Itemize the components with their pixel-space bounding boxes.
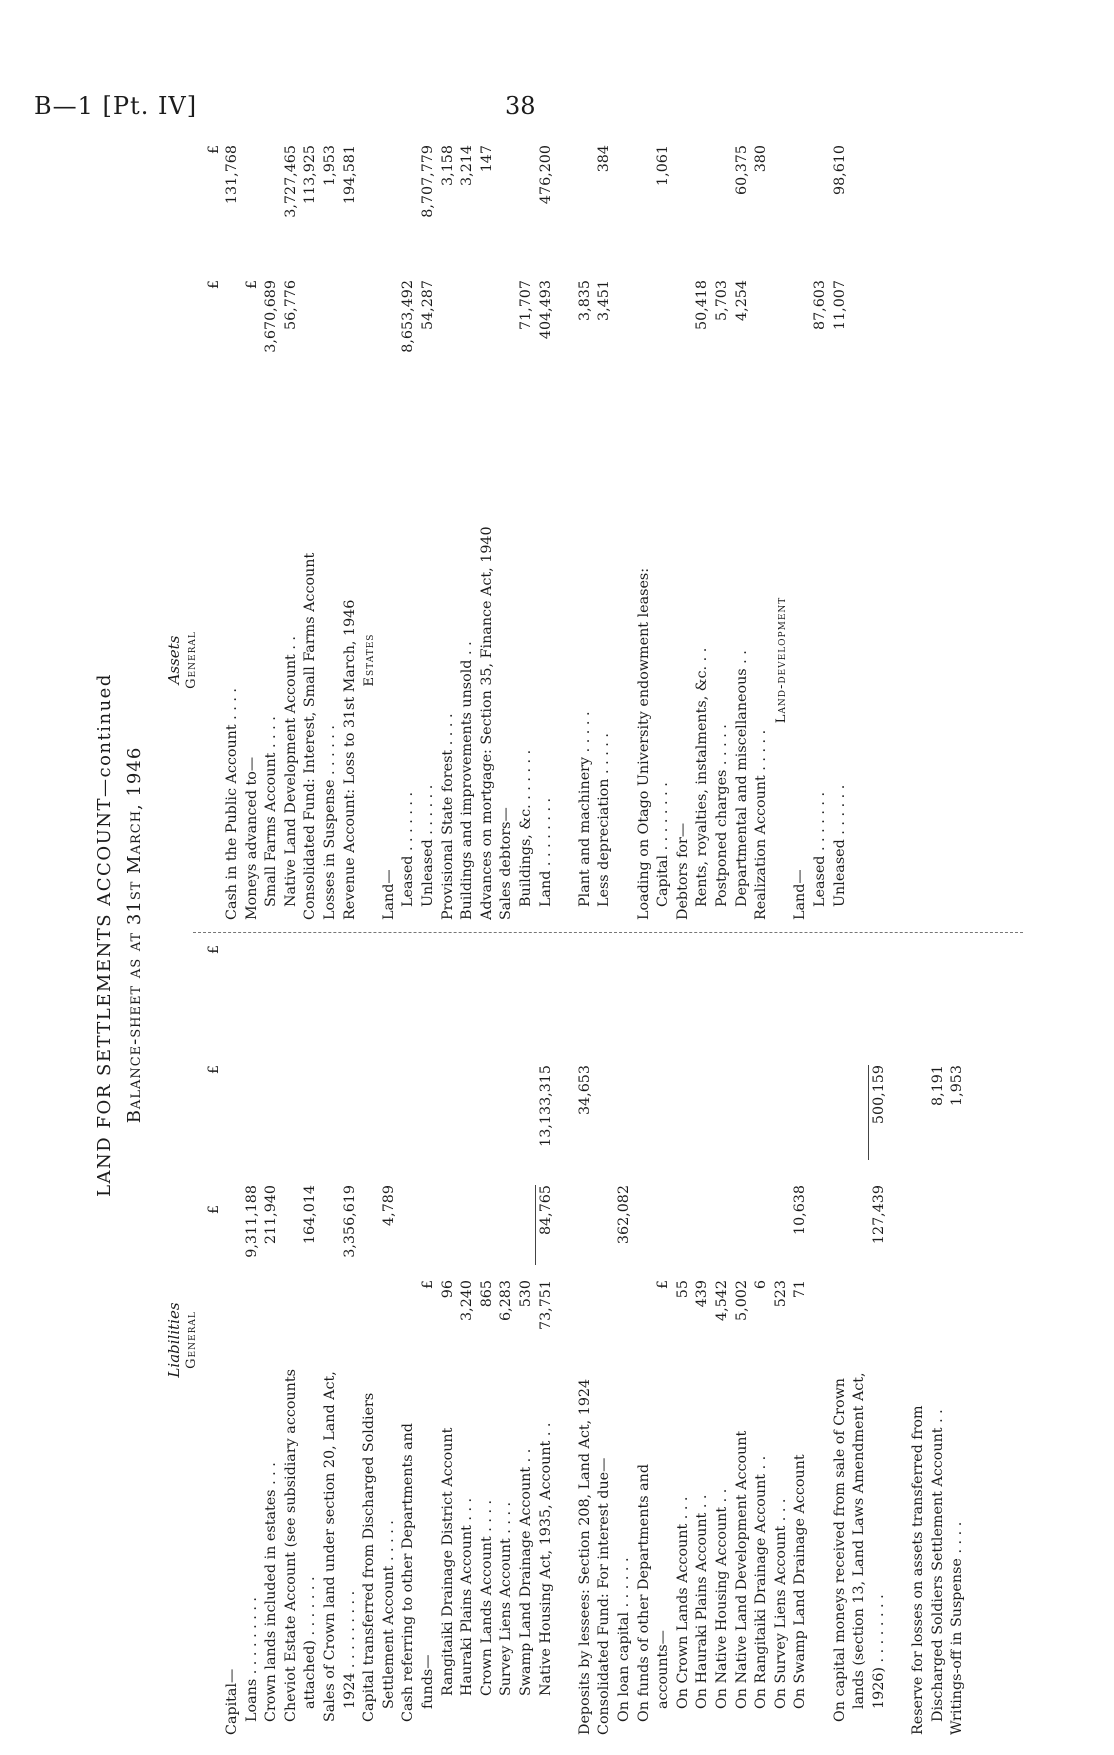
liability-label: Survey Liens Account . . . . [498,1501,515,1696]
liability-row [341,945,361,1735]
asset-row [635,135,655,920]
liability-value-col1: 439 [694,1280,711,1308]
liability-label: Reserve for losses on assets transferred from [910,1405,926,1735]
liability-row [850,945,870,1735]
asset-currency-col2: £ [206,145,222,155]
liability-value-col2: 9,311,188 [243,1185,260,1258]
asset-label: Small Farms Account . . . . [263,716,280,907]
asset-value-col2: 1,953 [322,145,338,186]
liability-value-col1: 3,240 [459,1280,476,1321]
asset-row [693,135,713,920]
asset-label: Unleased . . . . . . [420,784,436,907]
liability-row [576,945,596,1735]
assets-subsection-heading: Estates [362,633,378,687]
liability-value-col1: 6,283 [498,1280,515,1321]
liability-value-col2: 164,014 [302,1185,319,1245]
liability-value-col2: 211,940 [263,1185,280,1245]
asset-row [321,135,341,920]
asset-row [243,135,263,920]
asset-value-col1: 71,707 [518,280,534,331]
asset-value-col1: 87,603 [812,280,828,331]
liability-row [497,945,517,1735]
asset-row [831,135,851,920]
asset-row [282,135,302,920]
liability-row [556,945,576,1735]
liability-row [243,945,263,1735]
asset-row [791,135,811,920]
asset-row [772,135,792,920]
asset-currency-col1: £ [206,280,222,290]
asset-row [478,135,498,920]
liability-row [791,945,811,1735]
liability-label: funds— [420,1654,436,1709]
asset-row [752,135,772,920]
document-title: LAND FOR SETTLEMENTS ACCOUNT—continued [94,673,115,1197]
liability-value-col1: £ [420,1280,436,1290]
liability-label: On Crown Lands Account . . . [674,1496,691,1709]
asset-label: Native Land Development Account . . [282,636,299,907]
liability-row [635,945,655,1735]
asset-row [537,135,557,920]
asset-label: Loading on Otago University endowment leases: [635,567,652,920]
asset-value-col2: 1,061 [655,145,672,186]
asset-value-col2: 3,214 [459,145,476,186]
asset-value-col2: 147 [478,145,495,173]
asset-label: Consolidated Fund: Interest, Small Farms Account [302,552,319,920]
liability-row [537,945,557,1735]
asset-row [380,135,400,920]
rotated-balance-sheet [95,135,1114,1735]
page-header-ref: B—1 [Pt. IV] [34,92,198,120]
liability-value-col1: 4,542 [714,1280,730,1321]
asset-value-col1: 5,703 [714,280,730,321]
asset-value-col1: 11,007 [831,280,848,331]
asset-label: Losses in Suspense . . . . . . [322,725,338,920]
liability-label: On Native Land Development Account [733,1430,750,1709]
liability-label: On Native Housing Account . . [714,1488,730,1709]
liability-label: On funds of other Departments and [635,1464,652,1722]
liability-value-col1: 530 [518,1280,534,1308]
liability-label: Deposits by lessees: Section 208, Land Act, 1924 [576,1378,593,1735]
asset-label: Buildings, &c. . . . . . . [518,749,534,907]
liability-label: On capital moneys received from sale of Crown [831,1377,848,1722]
liability-row [948,945,968,1735]
liability-value-col2: 3,356,619 [341,1185,358,1258]
asset-row [556,135,576,920]
liability-value-col3: 500,159 [870,1065,887,1125]
liability-value-col2: 10,638 [792,1185,809,1236]
column-divider [193,932,1023,933]
liability-row [380,945,400,1735]
liability-row [674,945,694,1735]
asset-row [301,135,321,920]
liability-label: lands (section 13, Land Laws Amendment Act, [851,1372,868,1709]
asset-value-col1: 3,451 [596,280,613,321]
asset-label: Departmental and miscellaneous . . [733,650,750,907]
asset-value-col2: 8,707,779 [420,145,436,218]
liability-row [909,945,929,1735]
asset-value-col2: 476,200 [537,145,554,205]
liability-row [223,945,243,1735]
liability-value-col2: 4,789 [380,1185,397,1226]
asset-value-col1: 404,493 [537,280,554,340]
liability-label: accounts— [655,1630,672,1709]
liability-label: Capital— [224,1668,240,1735]
asset-label: Cash in the Public Account . . . . [224,688,240,920]
asset-row [576,135,596,920]
asset-row [458,135,478,920]
assets-subsection-heading: Land-development [773,596,789,724]
liability-row [752,945,772,1735]
asset-value-col1: 8,653,492 [400,280,417,353]
liability-label: On Rangitaiki Drainage Account . . [753,1455,770,1709]
assets-section: General [184,631,199,689]
liability-value-col2: 362,082 [616,1185,632,1245]
liability-label: On Survey Liens Account . . . [772,1498,789,1709]
asset-label: Advances on mortgage: Section 35, Finance Act, 1940 [478,526,495,920]
liability-row [811,945,831,1735]
liability-label: Crown lands included in estates . . . [263,1462,280,1722]
liability-value-col1: 523 [772,1280,789,1308]
asset-label: Capital . . . . . . . . [655,782,672,907]
asset-label: Buildings and improvements unsold . . [459,641,476,920]
asset-value-col1: 56,776 [282,280,299,331]
liability-row [693,945,713,1735]
liability-row [517,945,537,1735]
liabilities-heading: Liabilities [165,1302,183,1378]
liability-row [360,945,380,1735]
liability-label: Swamp Land Drainage Account . . [518,1448,534,1696]
liability-row [654,945,674,1735]
liability-value-col1: 71 [792,1280,809,1299]
asset-label: Realization Account . . . . . [753,729,770,920]
liabilities-section: General [184,1311,199,1369]
liability-row [595,945,615,1735]
asset-value-col1: 50,418 [694,280,711,331]
liability-label: Crown Lands Account . . . . [478,1499,495,1696]
liability-row [831,945,851,1735]
liability-label: 1924 . . . . . . . . . [341,1590,358,1709]
liability-row [478,945,498,1735]
liability-row [262,945,282,1735]
liability-label: Sales of Crown land under section 20, Land Act, [322,1371,338,1722]
liability-value-col1: 5,002 [733,1280,750,1321]
asset-row [262,135,282,920]
liability-label: Discharged Soldiers Settlement Account . . [929,1409,946,1722]
liability-value-col1: £ [655,1280,672,1290]
asset-row [360,135,380,920]
asset-label: Provisional State forest . . . . [439,713,456,920]
asset-label: Less depreciation . . . . . [596,733,613,907]
liability-row [399,945,419,1735]
asset-value-col1: £ [243,280,260,290]
asset-value-col2: 60,375 [733,145,750,196]
asset-label: Rents, royalties, instalments, &c. . . [694,647,711,907]
asset-value-col2: 3,158 [439,145,456,186]
asset-label: Revenue Account: Loss to 31st March, 1946 [341,599,358,920]
asset-label: Sales debtors— [498,807,515,920]
asset-row [615,135,635,920]
asset-row [811,135,831,920]
asset-row [654,135,674,920]
liab-currency-col2: £ [206,1205,222,1215]
liability-label: Writings-off in Suspense . . . . [949,1521,966,1735]
liability-row [929,945,949,1735]
liability-value-col2: 127,439 [870,1185,887,1245]
liability-label: Capital transferred from Discharged Soldiers [361,1392,378,1722]
document-subtitle: Balance-sheet as at 31st March, 1946 [124,746,145,1124]
asset-value-col2: 131,768 [224,145,240,205]
liability-value-col3: 13,133,315 [537,1065,554,1147]
liability-value-col1: 6 [753,1280,770,1290]
liability-value-col2: 84,765 [537,1185,554,1236]
liability-row [282,945,302,1735]
asset-value-col1: 4,254 [733,280,750,321]
liability-row [321,945,341,1735]
asset-label: Unleased . . . . . . [831,784,848,907]
liability-label: On Swamp Land Drainage Account [792,1454,809,1709]
asset-label: Postponed charges . . . . . [714,724,730,907]
liability-row [870,945,890,1735]
asset-label: Moneys advanced to— [243,756,260,920]
liability-label: Consolidated Fund: For interest due— [596,1457,613,1735]
liability-label: Settlement Account . . . . . [380,1520,397,1709]
asset-row [595,135,615,920]
liability-label: Loans . . . . . . . . . [243,1597,260,1722]
asset-label: Plant and machinery . . . . . [576,711,593,907]
asset-value-col1: 3,670,689 [263,280,280,353]
asset-label: Land— [792,869,809,920]
liability-label: On Hauraki Plains Account . . [694,1494,711,1709]
asset-row [399,135,419,920]
asset-row [439,135,459,920]
liability-row [889,945,909,1735]
liability-value-col1: 73,751 [537,1280,554,1331]
liability-subtotal-rule [868,1065,869,1160]
asset-value-col2: 380 [753,145,770,173]
liability-label: Native Housing Act, 1935, Account . . [537,1422,554,1696]
asset-row [674,135,694,920]
asset-row [733,135,753,920]
liability-row [713,945,733,1735]
asset-value-col2: 194,581 [341,145,358,205]
assets-heading: Assets [165,635,183,685]
asset-row [517,135,537,920]
asset-label: Land— [380,869,397,920]
asset-value-col2: 3,727,465 [282,145,299,218]
asset-label: Debtors for— [674,822,691,920]
asset-value-col1: 54,287 [420,280,436,331]
asset-label: Leased . . . . . . . [812,791,828,907]
liability-row [615,945,635,1735]
asset-label: Leased . . . . . . . [400,791,417,907]
liability-row [772,945,792,1735]
liability-row [301,945,321,1735]
liability-row [439,945,459,1735]
asset-row [497,135,517,920]
liab-currency-col4: £ [206,945,222,955]
liability-value-col3: 34,653 [576,1065,593,1116]
asset-row [713,135,733,920]
liability-label: Cheviot Estate Account (see subsidiary accounts [282,1369,299,1722]
page-number: 38 [505,92,536,120]
liability-label: On loan capital . . . . . . [616,1557,632,1722]
liability-label: Cash referring to other Departments and [400,1423,417,1722]
liability-value-col1: 865 [478,1280,495,1308]
liability-value-col3: 1,953 [949,1065,966,1106]
liability-label: 1926) . . . . . . . . [870,1594,887,1709]
asset-label: Land . . . . . . . . [537,797,554,907]
liability-value-col3: 8,191 [929,1065,946,1106]
asset-row [419,135,439,920]
asset-value-col2: 113,925 [302,145,319,205]
asset-value-col2: 384 [596,145,613,173]
liab-currency-col3: £ [206,1065,222,1075]
liability-row [419,945,439,1735]
liability-subtotal-rule [535,1185,536,1265]
liability-row [733,945,753,1735]
liability-label: Rangitaiki Drainage District Account [439,1427,456,1696]
asset-value-col1: 3,835 [576,280,593,321]
liability-value-col1: 55 [674,1280,691,1299]
liability-row [458,945,478,1735]
liability-value-col1: 96 [439,1280,456,1299]
asset-row [341,135,361,920]
asset-row [223,135,243,920]
asset-value-col2: 98,610 [831,145,848,196]
liability-label: attached) . . . . . . . [302,1576,319,1709]
liability-label: Hauraki Plains Account . . . [459,1497,476,1696]
